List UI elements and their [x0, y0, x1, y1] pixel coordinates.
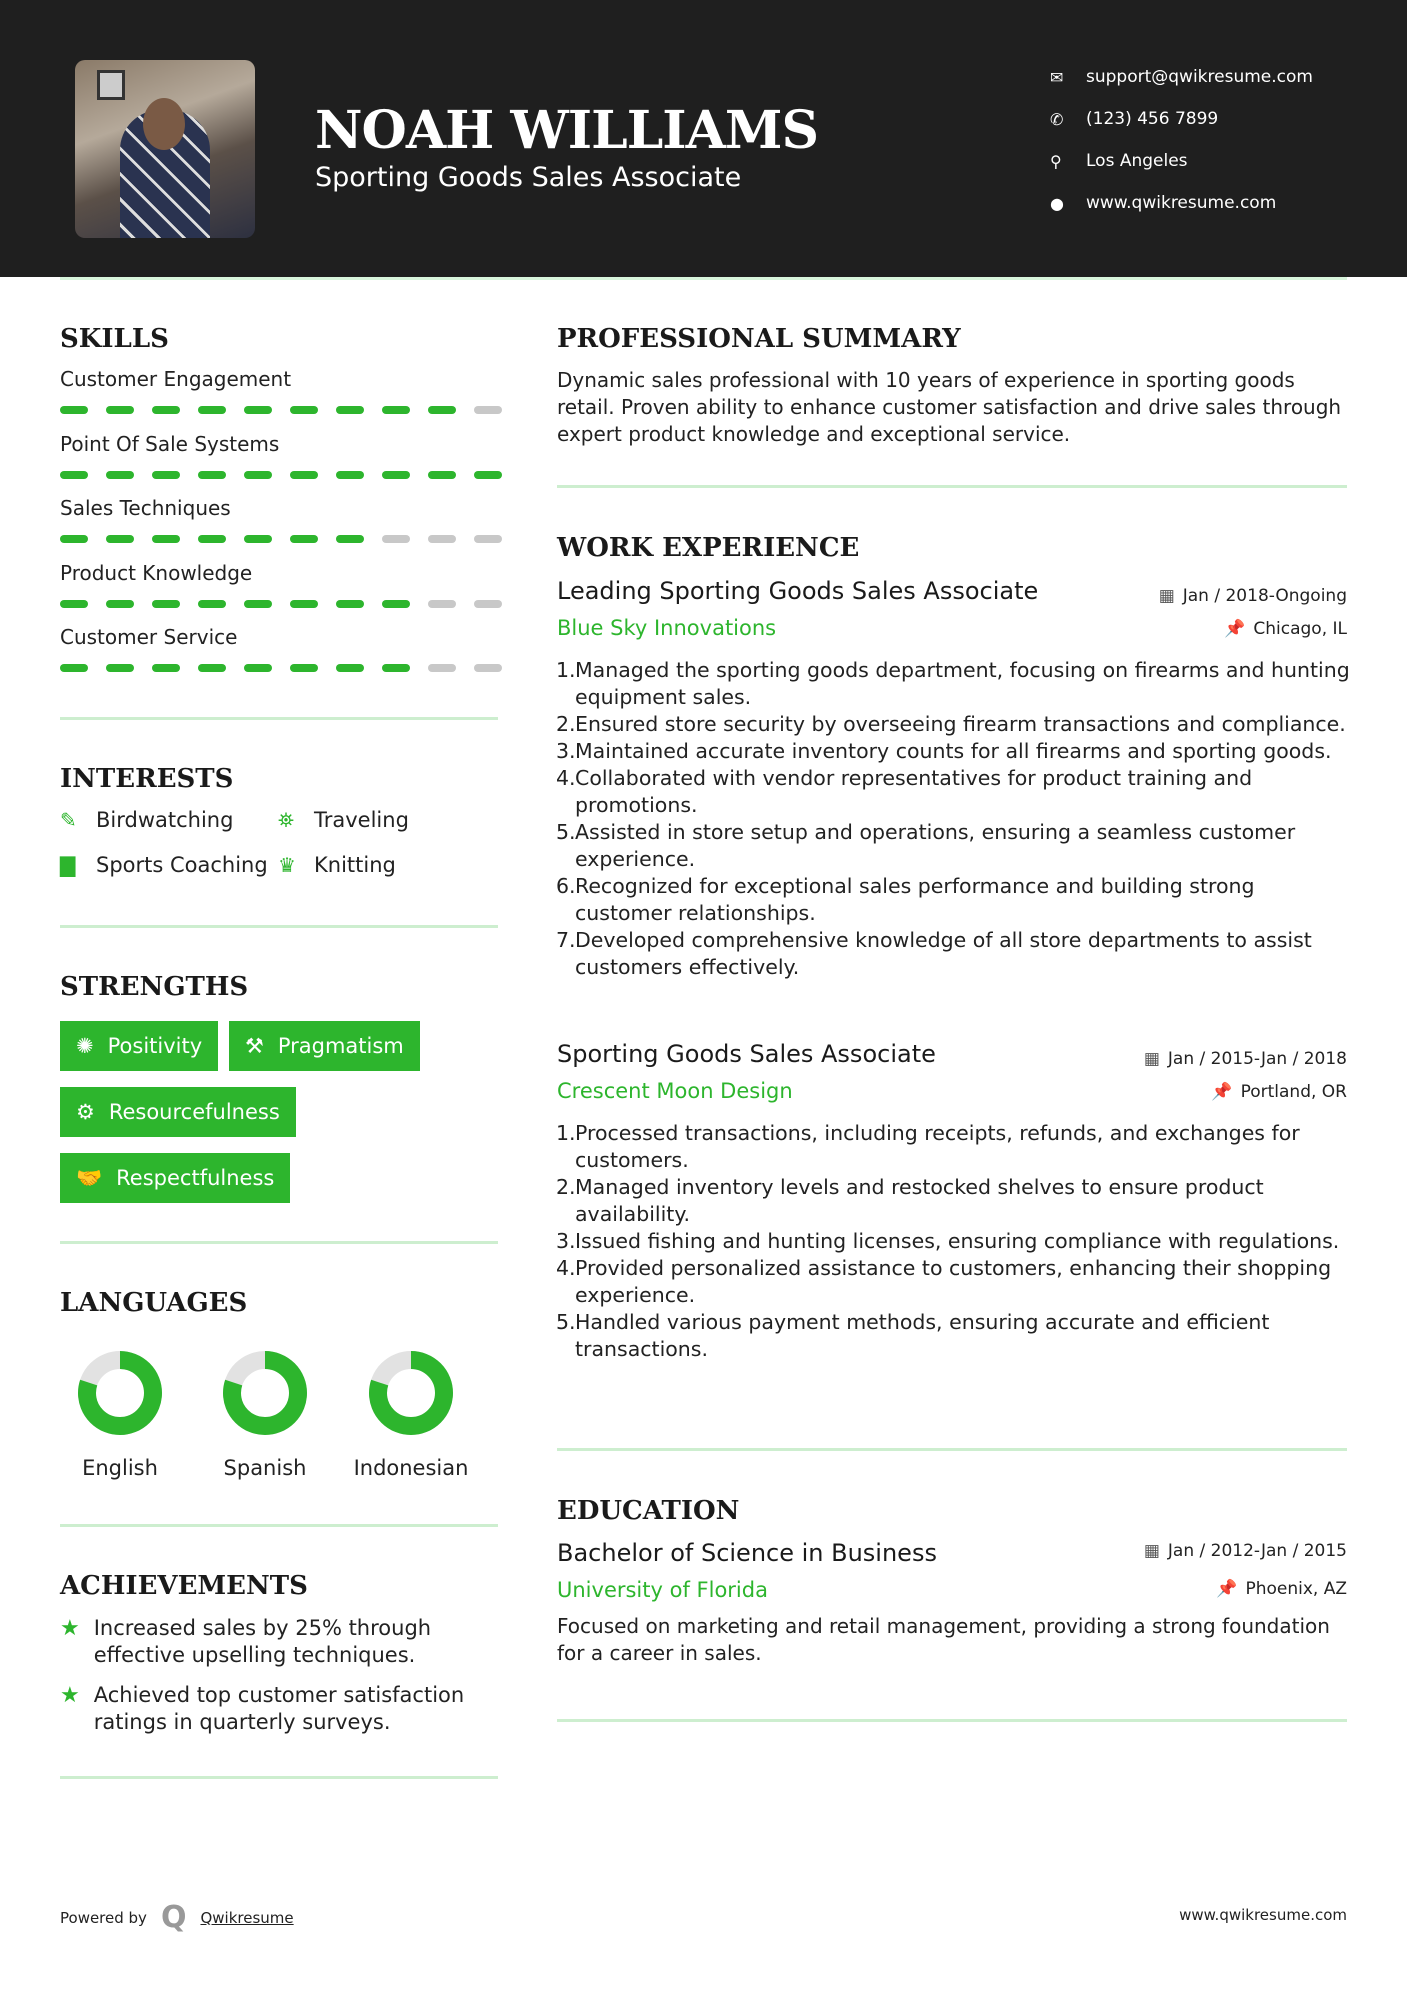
- skill-segment: [382, 664, 410, 672]
- footer-url[interactable]: www.qwikresume.com: [1179, 1906, 1347, 1924]
- strength-badge: [60, 1021, 218, 1071]
- job-location: [1211, 1082, 1347, 1102]
- phone-icon: ✆: [1050, 109, 1064, 129]
- strength-badge: [60, 1153, 290, 1203]
- skill-segment: [382, 535, 410, 543]
- job-bullet: Issued fishing and hunting licenses, ensuring compliance with regulations.: [575, 1229, 1340, 1253]
- trophy-icon: ♛: [278, 853, 296, 877]
- skill-label: Product Knowledge: [60, 560, 253, 585]
- skill-segment: [474, 600, 502, 608]
- languages-heading: LANGUAGES: [60, 1288, 248, 1318]
- job-bullet: Assisted in store setup and operations, ensuring a seamless customer experience.: [575, 820, 1296, 871]
- strength-label: Resourcefulness: [108, 1100, 280, 1124]
- divider: [60, 1776, 498, 1779]
- skill-segment: [106, 664, 134, 672]
- dates-text: Jan / 2018-Ongoing: [1182, 586, 1347, 606]
- contact-text: Los Angeles: [1086, 151, 1188, 171]
- skill-segment: [382, 471, 410, 479]
- job-bullet: Handled various payment methods, ensuring accurate and efficient transactions.: [575, 1310, 1270, 1361]
- edit-icon: ✎: [60, 808, 77, 832]
- skill-segment: [428, 535, 456, 543]
- skill-segment: [428, 600, 456, 608]
- skill-segment: [198, 535, 226, 543]
- job-title: Sporting Goods Sales Associate: [557, 1040, 936, 1068]
- skill-segment: [106, 535, 134, 543]
- job-dates: [1159, 586, 1347, 606]
- skill-segment: [336, 664, 364, 672]
- contact-text: (123) 456 7899: [1086, 109, 1219, 129]
- job-bullet: Provided personalized assistance to customers, enhancing their shopping experience.: [575, 1256, 1332, 1307]
- skill-segment: [428, 406, 456, 414]
- divider: [60, 1241, 498, 1244]
- skill-segment: [336, 535, 364, 543]
- sun-icon: ✺: [76, 1034, 94, 1058]
- skill-segment: [106, 406, 134, 414]
- summary-text: Dynamic sales professional with 10 years of experience in sporting goods retail. Proven ability to enhance customer satisfaction and drive sales through expert product knowledge and exceptional service.: [557, 368, 1342, 446]
- strength-label: Respectfulness: [116, 1166, 275, 1190]
- skill-segment: [244, 406, 272, 414]
- skill-segment: [60, 664, 88, 672]
- skill-level-bar: [60, 406, 502, 414]
- skill-segment: [152, 600, 180, 608]
- strength-label: Positivity: [107, 1034, 203, 1058]
- language-item: [346, 1348, 476, 1480]
- contact-text: support@qwikresume.com: [1086, 67, 1313, 87]
- location-text: Phoenix, AZ: [1245, 1579, 1347, 1599]
- language-item: [55, 1348, 185, 1480]
- skill-segment: [60, 535, 88, 543]
- skill-segment: [244, 600, 272, 608]
- envelope-icon: ✉: [1050, 67, 1064, 87]
- skill-segment: [382, 406, 410, 414]
- star-icon: ★: [60, 1616, 80, 1641]
- skill-level-bar: [60, 664, 502, 672]
- job-bullet: Processed transactions, including receipts, refunds, and exchanges for customers.: [575, 1121, 1300, 1172]
- contact-list: [1050, 56, 1313, 224]
- degree-title: Bachelor of Science in Business: [557, 1539, 937, 1567]
- header-divider: [60, 277, 1347, 280]
- dates-text: Jan / 2012-Jan / 2015: [1167, 1541, 1347, 1561]
- company-name: Crescent Moon Design: [557, 1079, 793, 1103]
- skill-segment: [336, 471, 364, 479]
- skill-segment: [336, 600, 364, 608]
- achievement-item: [60, 1682, 500, 1736]
- interest-item: [278, 853, 396, 877]
- skill-segment: [474, 471, 502, 479]
- pin-icon: 📌: [1216, 1579, 1238, 1599]
- job-bullet: Maintained accurate inventory counts for all firearms and sporting goods.: [575, 739, 1332, 763]
- star-icon: ★: [60, 1683, 80, 1708]
- skill-segment: [198, 600, 226, 608]
- contact-phone[interactable]: [1050, 98, 1313, 140]
- interest-item: [60, 808, 233, 832]
- job-bullet: Collaborated with vendor representatives for product training and promotions.: [575, 766, 1253, 817]
- achievement-text: Achieved top customer satisfaction ratings in quarterly surveys.: [93, 1683, 465, 1734]
- calendar-icon: ▦: [1143, 1049, 1160, 1069]
- skill-level-bar: [60, 600, 502, 608]
- skill-label: Point Of Sale Systems: [60, 431, 280, 456]
- briefcase-icon: ▇: [60, 853, 76, 877]
- skill-segment: [290, 664, 318, 672]
- divider: [60, 1524, 498, 1527]
- dates-text: Jan / 2015-Jan / 2018: [1167, 1049, 1347, 1069]
- language-label: English: [82, 1456, 158, 1480]
- interest-label: Birdwatching: [96, 808, 234, 832]
- globe-icon: ●: [1050, 193, 1064, 213]
- strength-badge: [229, 1021, 420, 1071]
- contact-email[interactable]: [1050, 56, 1313, 98]
- achievement-item: [60, 1615, 500, 1669]
- skill-segment: [244, 664, 272, 672]
- calendar-icon: ▦: [1143, 1541, 1160, 1561]
- location-text: Chicago, IL: [1253, 619, 1347, 639]
- language-label: Spanish: [223, 1456, 307, 1480]
- skill-segment: [474, 664, 502, 672]
- job-bullet: Recognized for exceptional sales performance and building strong customer relationships.: [575, 874, 1255, 925]
- divider: [557, 1448, 1347, 1451]
- qwikresume-logo-icon: Q: [160, 1900, 187, 1935]
- job-bullets: [575, 657, 1355, 981]
- skill-segment: [152, 406, 180, 414]
- interest-item: [278, 808, 409, 832]
- qwikresume-link[interactable]: Qwikresume: [200, 1908, 294, 1927]
- skill-segment: [290, 535, 318, 543]
- language-label: Indonesian: [353, 1456, 469, 1480]
- job-bullet: Managed inventory levels and restocked shelves to ensure product availability.: [575, 1175, 1264, 1226]
- achievement-text: Increased sales by 25% through effective upselling techniques.: [93, 1616, 432, 1667]
- interest-item: [60, 853, 268, 877]
- divider: [557, 485, 1347, 488]
- powered-by-text: Powered by: [60, 1908, 147, 1927]
- skill-segment: [60, 471, 88, 479]
- skill-segment: [60, 406, 88, 414]
- skill-segment: [152, 471, 180, 479]
- header: [0, 0, 1407, 277]
- skill-segment: [106, 600, 134, 608]
- binoculars-icon: ⛯: [278, 808, 294, 832]
- divider: [60, 925, 498, 928]
- divider: [557, 1719, 1347, 1722]
- skill-segment: [244, 535, 272, 543]
- interest-label: Traveling: [314, 808, 409, 832]
- skill-segment: [290, 471, 318, 479]
- language-item: [200, 1348, 330, 1480]
- job-bullet: Ensured store security by overseeing firearm transactions and compliance.: [575, 712, 1346, 736]
- skill-segment: [244, 471, 272, 479]
- education-dates: [1144, 1541, 1347, 1561]
- calendar-icon: ▦: [1158, 586, 1175, 606]
- pin-icon: 📌: [1224, 619, 1246, 639]
- profile-photo: [75, 60, 255, 238]
- skill-segment: [198, 471, 226, 479]
- skills-heading: SKILLS: [60, 324, 169, 354]
- language-donut: [366, 1348, 456, 1438]
- school-name: University of Florida: [557, 1578, 768, 1602]
- skill-label: Customer Engagement: [60, 367, 292, 391]
- summary-heading: PROFESSIONAL SUMMARY: [557, 324, 961, 354]
- job-bullet: Developed comprehensive knowledge of all store departments to assist customers effectively.: [575, 928, 1312, 979]
- skill-segment: [336, 406, 364, 414]
- pin-icon: 📌: [1211, 1082, 1233, 1102]
- skill-segment: [290, 600, 318, 608]
- skill-level-bar: [60, 535, 502, 543]
- footer-powered: [60, 1900, 294, 1935]
- skill-segment: [106, 471, 134, 479]
- skill-segment: [382, 600, 410, 608]
- company-name: Blue Sky Innovations: [557, 616, 777, 640]
- contact-location: [1050, 140, 1313, 182]
- skill-label: Sales Techniques: [60, 496, 231, 520]
- location-text: Portland, OR: [1240, 1082, 1347, 1102]
- map-pin-icon: ⚲: [1050, 151, 1062, 171]
- language-donut: [75, 1348, 165, 1438]
- strength-label: Pragmatism: [277, 1034, 404, 1058]
- job-location: [1224, 619, 1347, 639]
- education-heading: EDUCATION: [557, 1496, 740, 1526]
- candidate-role: Sporting Goods Sales Associate: [315, 162, 742, 193]
- divider: [60, 717, 498, 720]
- work-heading: WORK EXPERIENCE: [557, 533, 860, 563]
- skill-segment: [60, 600, 88, 608]
- contact-text: www.qwikresume.com: [1086, 193, 1277, 213]
- skill-segment: [152, 664, 180, 672]
- job-dates: [1144, 1049, 1347, 1069]
- skill-segment: [290, 406, 318, 414]
- education-location: [1216, 1579, 1347, 1599]
- gavel-icon: ⚒: [245, 1034, 264, 1058]
- interests-heading: INTERESTS: [60, 764, 234, 794]
- skill-label: Customer Service: [60, 625, 238, 649]
- strength-badge: [60, 1087, 296, 1137]
- skill-segment: [198, 406, 226, 414]
- interest-label: Knitting: [314, 853, 396, 877]
- candidate-name: NOAH WILLIAMS: [315, 100, 819, 161]
- achievements-heading: ACHIEVEMENTS: [60, 1571, 308, 1601]
- handshake-icon: 🤝: [76, 1165, 103, 1190]
- skill-segment: [152, 535, 180, 543]
- gears-icon: ⚙: [76, 1100, 95, 1124]
- language-donut: [220, 1348, 310, 1438]
- education-text: Focused on marketing and retail management, providing a strong foundation for a career in sales.: [557, 1614, 1330, 1665]
- skill-segment: [428, 664, 456, 672]
- skill-segment: [428, 471, 456, 479]
- job-title: Leading Sporting Goods Sales Associate: [557, 577, 1039, 605]
- interest-label: Sports Coaching: [96, 853, 268, 877]
- skill-level-bar: [60, 471, 502, 479]
- strengths-heading: STRENGTHS: [60, 972, 249, 1002]
- contact-website[interactable]: [1050, 182, 1313, 224]
- skill-segment: [474, 406, 502, 414]
- skill-segment: [198, 664, 226, 672]
- skill-segment: [474, 535, 502, 543]
- job-bullets: [575, 1120, 1355, 1363]
- job-bullet: Managed the sporting goods department, focusing on firearms and hunting equipment sales.: [575, 658, 1350, 709]
